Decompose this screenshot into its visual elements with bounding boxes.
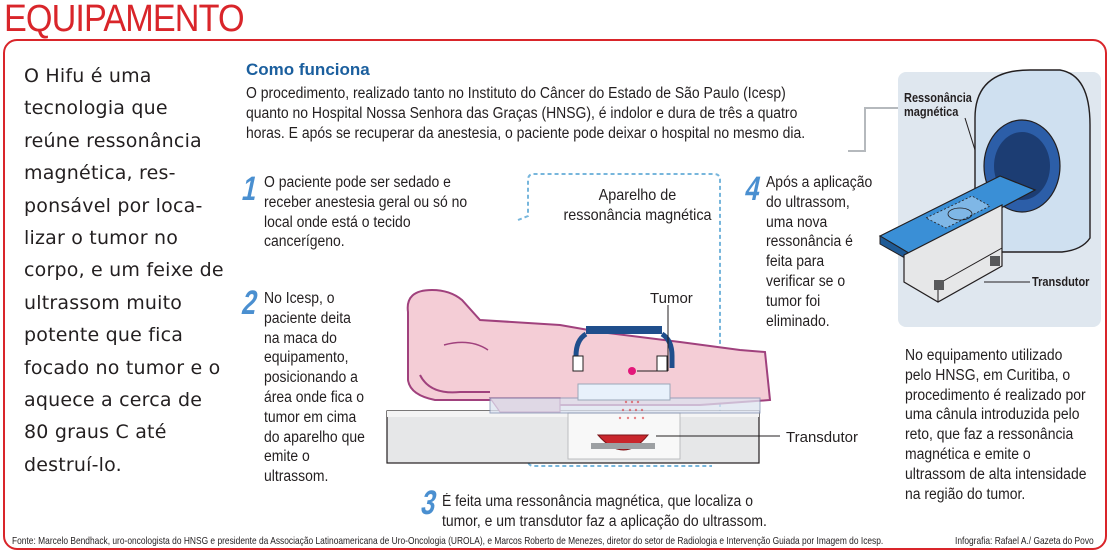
- step-2-number: 2: [238, 284, 262, 322]
- how-text: O procedimento, realizado tanto no Instituto do Câncer do Estado de São Paulo (Icesp) quanto no Hospital Nossa Senhora das Graças (HNSG), é indolor e dura de três a quatro horas. E após se recuperar da anestesia, o paciente pode deixar o hospital no mesmo dia.: [246, 85, 806, 142]
- page-title: EQUIPAMENTO: [4, 0, 244, 40]
- hnsg-note: No equipamento utilizado pelo HNSG, em Curitiba, o procedimento é realizado por uma cânula introduzida pelo reto, que faz a ressonância magnética e emite o ultrassom de alta intensidade na região do tumor.: [905, 347, 1087, 503]
- device-label: Aparelho de ressonância magnética: [563, 187, 712, 224]
- intro-text: O Hifu é uma tecnologia que reúne ressonância magnética, res-ponsável por loca-lizar o tumor no corpo, e um feixe de ultrassom muito potente que fica focado no tumor e o aquece a cerca de 80 graus C até destruí-lo.: [24, 65, 224, 476]
- step-2-text: No Icesp, o paciente deita na maca do equipamento, posicionando a área onde fica o tumor em cima do aparelho que emite o ultrassom.: [264, 290, 365, 486]
- mri-label: Ressonância magnética: [904, 91, 972, 119]
- mri-transducer-label: Transdutor: [1032, 275, 1090, 289]
- how-heading: Como funciona: [246, 60, 370, 79]
- source-footnote: Fonte: Marcelo Bendhack, uro-oncologista do HNSG e presidente da Associação Latinoamericana de Uro-Oncologia (UROLA), e Marcos Roberto de Menezes, diretor do setor de Radiologia e Intervenção Guiada por Imagem do Icesp.: [12, 535, 884, 547]
- step-4-number: 4: [741, 170, 765, 208]
- step-1-number: 1: [238, 170, 262, 208]
- mri-arch: [586, 326, 662, 334]
- transducer-label: Transdutor: [786, 429, 858, 446]
- step-3-text: É feita uma ressonância magnética, que localiza o tumor, e um transdutor faz a aplicação do ultrassom.: [442, 493, 767, 530]
- tumor-marker: [628, 367, 636, 375]
- credit-footnote: Infografia: Rafael A./ Gazeta do Povo: [955, 535, 1094, 547]
- tumor-label: Tumor: [650, 290, 693, 307]
- connector-line: [848, 108, 898, 151]
- step-3-number: 3: [417, 484, 441, 522]
- step-4-text: Após a aplicação do ultrassom, uma nova ressonância é feita para verificar se o tumor foi eliminado.: [766, 174, 873, 330]
- step-1-text: O paciente pode ser sedado e receber anestesia geral ou só no local onde está o tecido cancerígeno.: [264, 174, 468, 251]
